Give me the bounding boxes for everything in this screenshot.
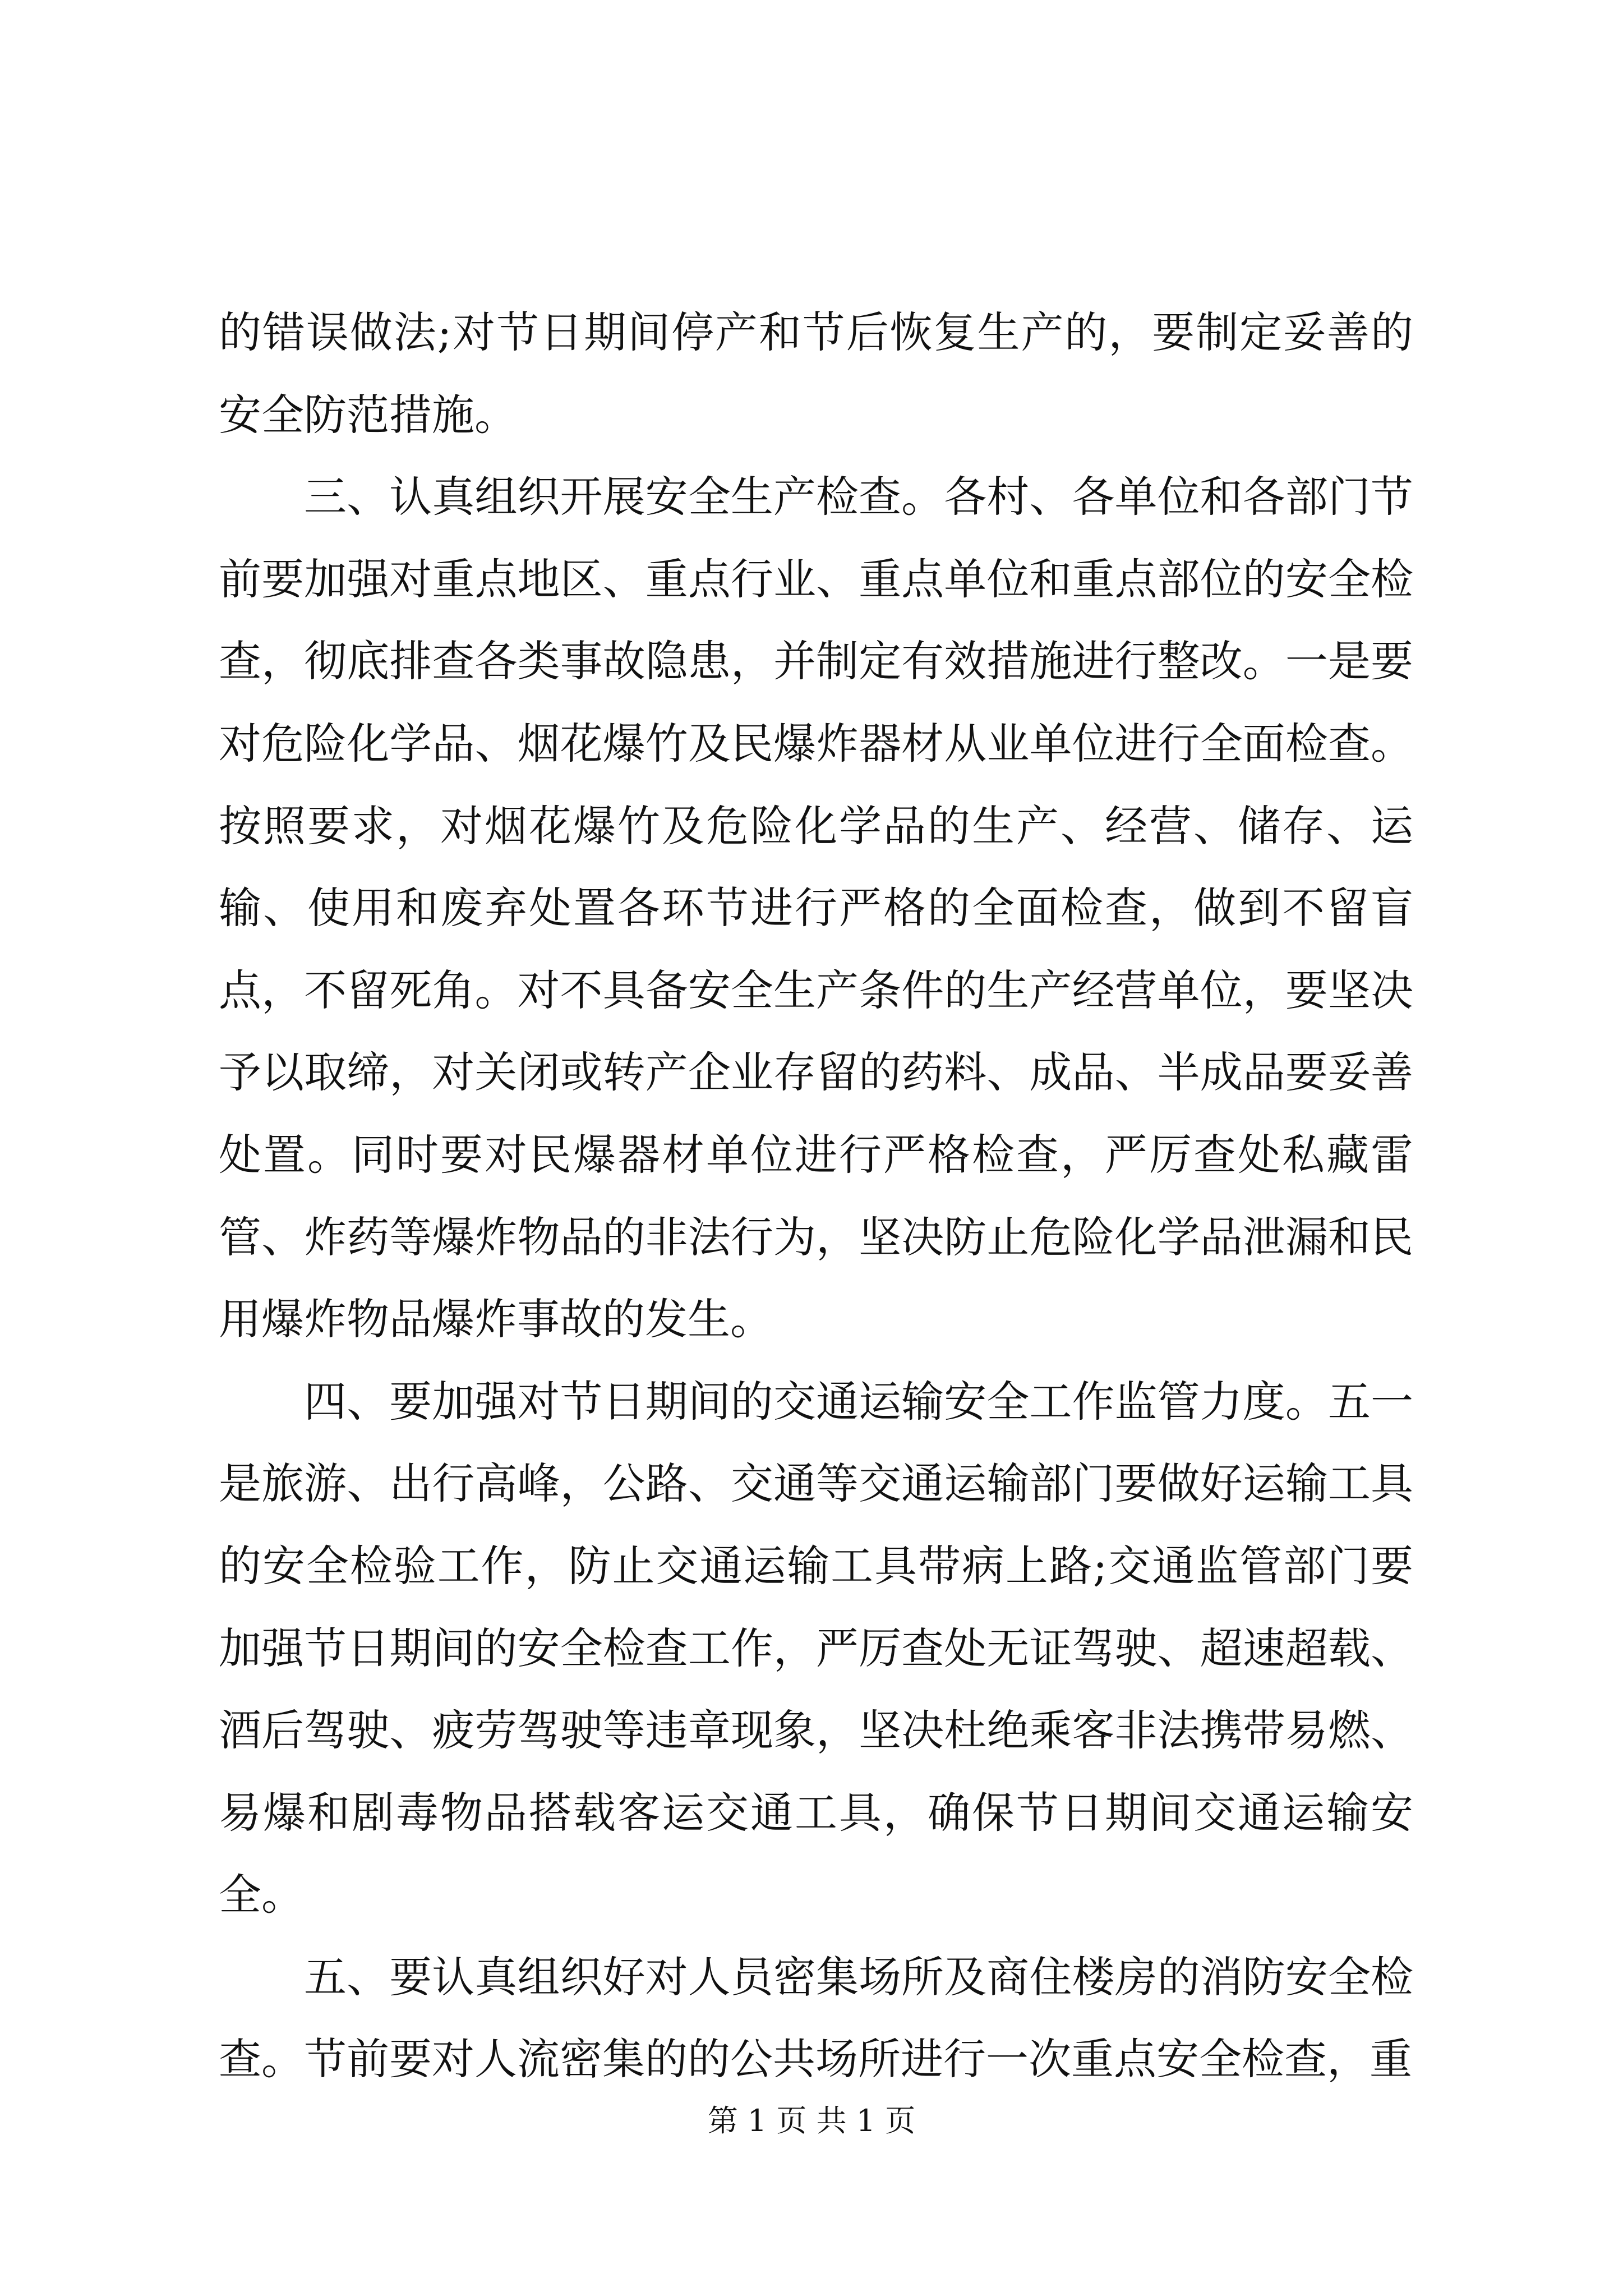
paragraph-section-5: 五、要认真组织好对人员密集场所及商住楼房的消防安全检查。节前要对人流密集的的公共场所进行一次重点安全检查，重: [219, 1952, 1413, 2085]
paragraph-continuation: 的错误做法;对节日期间停产和节后恢复生产的，要制定妥善的安全防范措施。: [219, 307, 1413, 440]
page-number-footer: 第 1 页 共 1 页: [707, 2103, 916, 2138]
paragraph-section-4: 四、要加强对节日期间的交通运输安全工作监管力度。五一是旅游、出行高峰，公路、交通等交通运输部门要做好运输工具的安全检验工作，防止交通运输工具带病上路;交通监管部门要加强节日期间的安全检查工作，严厉查处无证驾驶、超速超载、酒后驾驶、疲劳驾驶等违章现象，坚决杜绝乘客非法携带易燃、易爆和剧毒物品搭载客运交通工具，确保节日期间交通运输安全。: [219, 1376, 1413, 1920]
paragraph-section-3: 三、认真组织开展安全生产检查。各村、各单位和各部门节前要加强对重点地区、重点行业、重点单位和重点部位的安全检查，彻底排查各类事故隐患，并制定有效措施进行整改。一是要对危险化学品、烟花爆竹及民爆炸器材从业单位进行全面检查。按照要求，对烟花爆竹及危险化学品的生产、经营、储存、运输、使用和废弃处置各环节进行严格的全面检查，做到不留盲点，不留死角。对不具备安全生产条件的生产经营单位，要坚决予以取缔，对关闭或转产企业存留的药料、成品、半成品要妥善处置。同时要对民爆器材单位进行严格检查，严厉查处私藏雷管、炸药等爆炸物品的非法行为，坚决防止危险化学品泄漏和民用爆炸物品爆炸事故的发生。: [219, 472, 1413, 1345]
document-body: [219, 292, 1413, 2101]
